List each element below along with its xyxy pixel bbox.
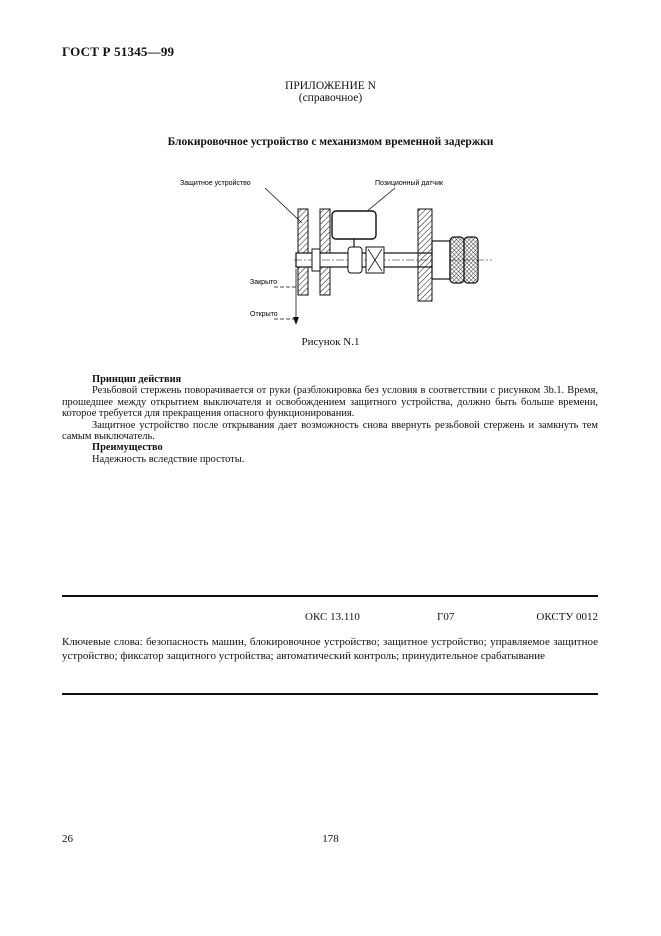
divider-top: [62, 595, 598, 597]
guard-leader: [265, 188, 302, 223]
shaft-collar-1: [312, 249, 320, 271]
okstu-code: ОКСТУ 0012: [536, 611, 598, 623]
section-title: Блокировочное устройство с механизмом временной задержки: [167, 136, 494, 148]
group-code: Г07: [437, 611, 455, 623]
document-code: ГОСТ Р 51345—99: [62, 44, 175, 59]
guard-plate-left: [298, 209, 308, 295]
annex-subtitle: (справочное): [298, 92, 363, 104]
travel-arrow: [293, 317, 299, 325]
divider-bottom: [62, 693, 598, 695]
label-position-sensor: Позиционный датчик: [375, 180, 444, 187]
figure-caption: Рисунок N.1: [301, 336, 360, 348]
advantage-heading: Преимущество: [92, 442, 163, 454]
nut: [432, 241, 450, 279]
knob-ring-2: [464, 237, 478, 283]
label-closed: Закрыто: [250, 279, 278, 286]
guard-plate-right: [320, 209, 330, 295]
principle-paragraph-2: Защитное устройство после открывания дает возможность снова ввернуть резьбовой стержень и замкнуть тем самым выключатель.: [62, 419, 598, 443]
body-text: [62, 374, 598, 465]
label-open: Открыто: [250, 311, 278, 318]
page-number-center: 178: [322, 833, 339, 845]
label-guard: Защитное устройство: [180, 180, 251, 187]
principle-heading: Принцип действия: [92, 374, 182, 385]
position-sensor-box: [332, 211, 376, 239]
oks-code: ОКС 13.110: [305, 611, 360, 623]
principle-paragraph-1: Резьбовой стержень поворачивается от руки (разблокировка без условия в соответствии с рисунком 3b.1. Время, прошедшее между открытием выключателя и освобождением защитного устройства, должно быть больше времени, которое требуется для прекращения опасного функционирования.: [62, 385, 598, 420]
knob-ring-1: [450, 237, 464, 283]
figure-n1-diagram: [170, 165, 500, 335]
annex-title: ПРИЛОЖЕНИЕ N: [285, 80, 376, 92]
advantage-text: Надежность вследствие простоты.: [92, 453, 245, 465]
keywords: Ключевые слова: безопасность машин, блокировочное устройство; защитное устройство; управляемое защитное устройство; фиксатор защитного устройства; автоматический контроль; принудительное срабатывание: [62, 636, 598, 662]
annex-heading: [0, 80, 661, 104]
fixed-wall: [418, 209, 432, 301]
shaft-cam: [348, 247, 362, 273]
classification-line: [62, 611, 598, 625]
page-number-left: 26: [62, 833, 73, 845]
